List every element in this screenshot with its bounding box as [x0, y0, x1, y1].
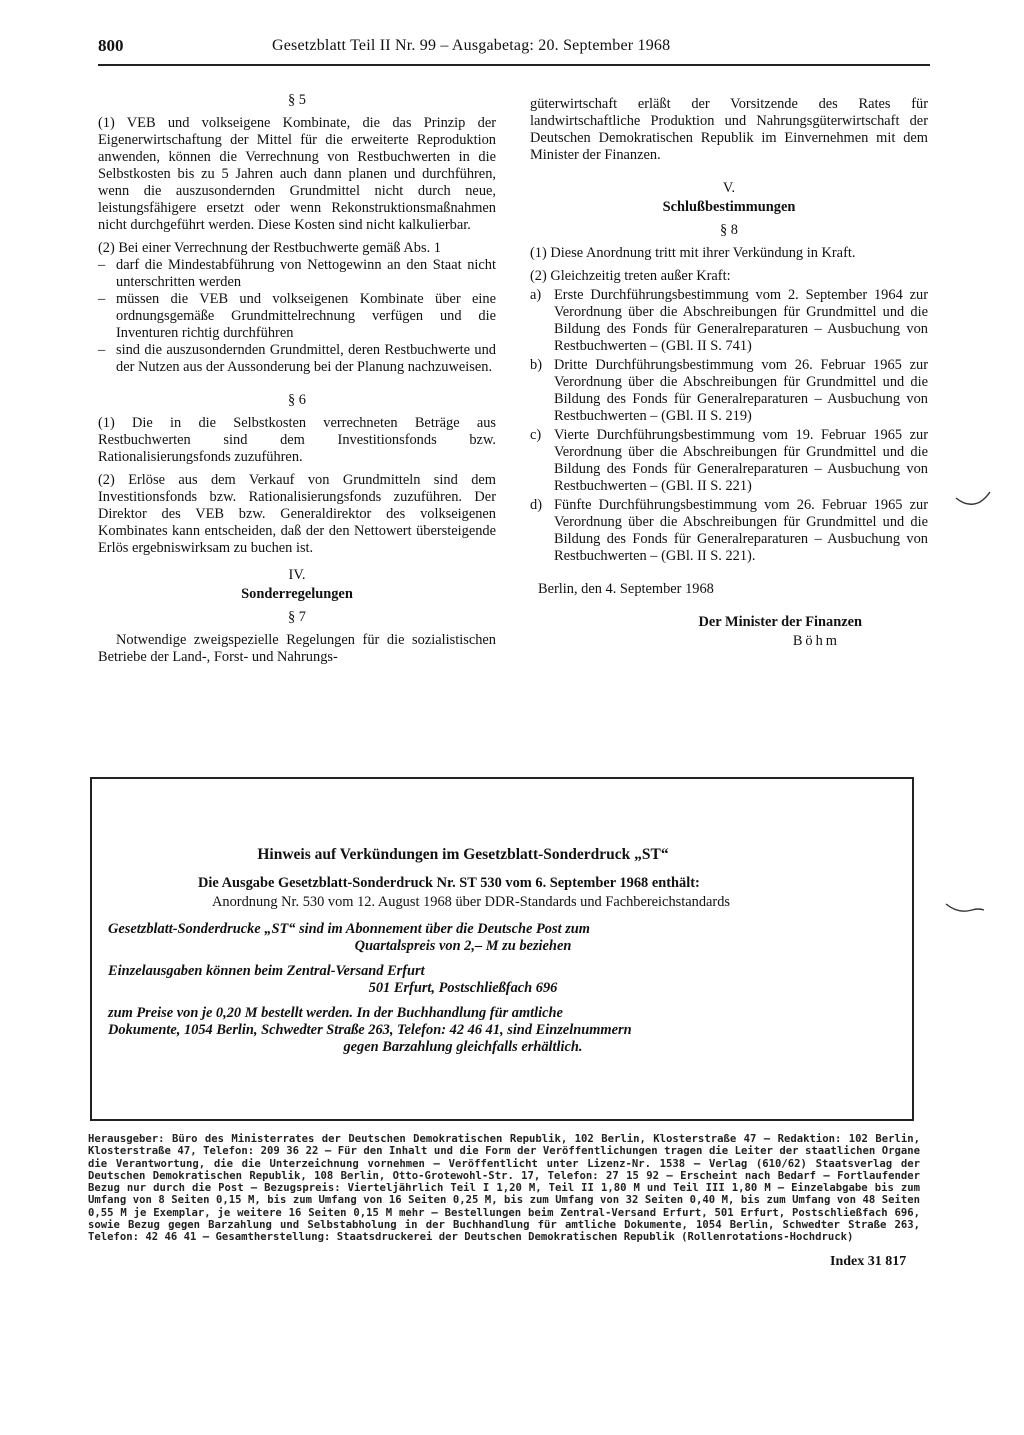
list-item-text: Erste Durchführungsbestimmung vom 2. September 1964 zur Verordnung über die Abschreibungen für Grundmittel und die Bildung des Fonds für Generalreparaturen – Ausbuchung von Restbuchwerten – (GBl. II S. 741) [554, 287, 928, 354]
section-7-heading: § 7 [288, 609, 306, 625]
list-item [530, 497, 928, 565]
part-5-numeral: V. [722, 180, 736, 196]
part-4-title: Sonderregelungen [241, 586, 353, 602]
place-and-date: Berlin, den 4. September 1968 [538, 581, 714, 597]
notice-price-line-3: gegen Barzahlung gleichfalls erhältlich. [343, 1039, 583, 1055]
list-dash: – [98, 291, 106, 307]
list-letter: c) [530, 427, 542, 443]
notice-single-line-2: 501 Erfurt, Postschließfach 696 [368, 980, 558, 996]
list-item-text: darf die Mindestabführung von Nettogewinn an den Staat nicht unterschritten werden [116, 257, 496, 290]
list-item-text: müssen die VEB und volkseigenen Kombinate über eine ordnungsgemäße Grundmittelrechnung verfügen und die Inventuren richtig durchführen [116, 291, 496, 341]
index-number: Index 31 817 [830, 1254, 907, 1269]
section-8-list [530, 287, 928, 565]
notice-title: Hinweis auf Verkündungen im Gesetzblatt-Sonderdruck „ST“ [257, 846, 669, 863]
margin-scribble-mark [944, 898, 988, 920]
right-column [530, 96, 928, 656]
notice-price-line-1: zum Preise von je 0,20 M bestellt werden. In der Buchhandlung für amtliche [108, 1005, 563, 1021]
page-header [98, 36, 930, 62]
notice-body: Anordnung Nr. 530 vom 12. August 1968 über DDR-Standards und Fachbereichstandards [212, 894, 730, 910]
list-letter: b) [530, 357, 542, 373]
section-5-heading: § 5 [288, 92, 306, 108]
list-dash: – [98, 342, 106, 358]
list-item [98, 257, 496, 291]
section-7-continued: güterwirtschaft erläßt der Vorsitzende des Rates für landwirtschaftliche Produktion und Nahrungsgüterwirtschaft der Deutschen Demokratischen Republik im Einvernehmen mit dem Minister der Finanzen. [530, 96, 928, 163]
section-6-paragraph-1: (1) Die in die Selbstkosten verrechneten Beträge aus Restbuchwerten sind dem Investitionsfonds bzw. Rationalisierungsfonds zuzuführen. [98, 415, 496, 465]
list-item-text: Dritte Durchführungsbestimmung vom 26. Februar 1965 zur Verordnung über die Abschreibungen für Grundmittel und die Bildung des Fonds für Generalreparaturen – Ausbuchung von Restbuchwerten – (GBl. II S. 219) [554, 357, 928, 424]
section-5-paragraph-1: (1) VEB und volkseigene Kombinate, die das Prinzip der Eigenerwirtschaftung der Mittel für die erweiterte Reproduktion anwenden, können die Verrechnung von Restbuchwerten in die Selbstkosten bis zu 5 Jahren auch dann planen und durchführen, wenn die auszusondernden Grundmittel nicht durch neue, leistungsfähigere ersetzt oder wenn Rekonstruktionsmaßnahmen nicht durchgeführt werden. Diese Kosten sind nicht kalkulierbar. [98, 115, 496, 233]
margin-scribble-mark [954, 490, 994, 512]
list-letter: d) [530, 497, 542, 513]
list-item [98, 342, 496, 376]
section-6-heading: § 6 [288, 392, 306, 408]
section-5-list [98, 257, 496, 376]
list-item-text: Vierte Durchführungsbestimmung vom 19. Februar 1965 zur Verordnung über die Abschreibungen für Grundmittel und die Bildung des Fonds für Generalreparaturen – Ausbuchung von Restbuchwerten – (GBl. II S. 221) [554, 427, 928, 494]
left-column [98, 92, 496, 672]
list-item [530, 427, 928, 495]
section-8-paragraph-2: (2) Gleichzeitig treten außer Kraft: [530, 268, 731, 284]
list-item [530, 357, 928, 425]
list-dash: – [98, 257, 106, 273]
header-rule [98, 64, 930, 66]
part-4-numeral: IV. [288, 567, 306, 583]
notice-subscription-line-2: Quartalspreis von 2,– M zu beziehen [354, 938, 572, 954]
signer-name: Böhm [792, 633, 840, 649]
list-item [530, 287, 928, 355]
notice-price-line-2: Dokumente, 1054 Berlin, Schwedter Straße 263, Telefon: 42 46 41, sind Einzelnummern [108, 1022, 632, 1038]
list-item-text: sind die auszusondernden Grundmittel, deren Restbuchwerte und der Nutzen aus der Aussonderung bei der Planung nachzuweisen. [116, 342, 496, 375]
notice-subtitle: Die Ausgabe Gesetzblatt-Sonderdruck Nr. ST 530 vom 6. September 1968 enthält: [198, 875, 700, 891]
section-6-paragraph-2: (2) Erlöse aus dem Verkauf von Grundmitteln sind dem Investitionsfonds bzw. Rationalisierungsfonds zuzuführen. Der Direktor des VEB bzw. Generaldirektor des volkseigenen Kombinates kann entscheiden, daß der den Nettowert übersteigende Erlös ergebniswirksam zu buchen ist. [98, 472, 496, 556]
page-number: 800 [98, 36, 124, 55]
header-title: Gesetzblatt Teil II Nr. 99 – Ausgabetag: 20. September 1968 [272, 37, 671, 54]
imprint-text: Herausgeber: Büro des Ministerrates der Deutschen Demokratischen Republik, 102 Berlin, Klosterstraße 47 – Redaktion: 102 Berlin, Klosterstraße 47, Telefon: 209 36 22 – Für den Inhalt und die Form der Veröffentlichungen tragen die Leiter der staatlichen Organe die Verantwortung, die die Unterzeichnung vornehmen – Veröffentlicht unter Lizenz-Nr. 1538 – Verlag (610/62) Staatsverlag der Deutschen Demokratischen Republik, 108 Berlin, Otto-Grotewohl-Str. 17, Telefon: 27 15 92 – Erscheint nach Bedarf – Fortlaufender Bezug nur durch die Post – Bezugspreis: Vierteljährlich Teil I 1,20 M, Teil II 1,80 M und Teil III 1,80 M – Einzelabgabe bis zum Umfang von 8 Seiten 0,15 M, bis zum Umfang von 16 Seiten 0,25 M, bis zum Umfang von 32 Seiten 0,40 M, bis zum Umfang von 48 Seiten 0,55 M je Exemplar, je weitere 16 Seiten 0,15 M mehr – Bestellungen beim Zentral-Versand Erfurt, 501 Erfurt, Postschließfach 696, sowie Bezug gegen Barzahlung und Selbstabholung in der Buchhandlung für amtliche Dokumente, 1054 Berlin, Schwedter Straße 263, Telefon: 42 46 41 – Gesamtherstellung: Staatsdruckerei der Deutschen Demokratischen Republik (Rollenrotations-Hochdruck) [88, 1133, 920, 1244]
list-letter: a) [530, 287, 542, 303]
section-7-paragraph: Notwendige zweigspezielle Regelungen für die sozialistischen Betriebe der Land-, Forst- und Nahrungs- [98, 632, 496, 665]
list-item-text: Fünfte Durchführungsbestimmung vom 26. Februar 1965 zur Verordnung über die Abschreibungen für Grundmittel und die Bildung des Fonds für Generalreparaturen – Ausbuchung von Restbuchwerten – (GBl. II S. 221). [554, 497, 928, 564]
section-8-heading: § 8 [720, 222, 738, 238]
notice-subscription-line-1: Gesetzblatt-Sonderdrucke „ST“ sind im Abonnement über die Deutsche Post zum [108, 921, 590, 937]
section-5-paragraph-2: (2) Bei einer Verrechnung der Restbuchwerte gemäß Abs. 1 [98, 240, 441, 256]
list-item [98, 291, 496, 342]
part-5-title: Schlußbestimmungen [662, 199, 796, 215]
section-8-paragraph-1: (1) Diese Anordnung tritt mit ihrer Verkündung in Kraft. [530, 245, 856, 261]
signer-title: Der Minister der Finanzen [698, 614, 862, 630]
notice-content [108, 846, 818, 1056]
notice-single-line-1: Einzelausgaben können beim Zentral-Versand Erfurt [108, 963, 425, 979]
